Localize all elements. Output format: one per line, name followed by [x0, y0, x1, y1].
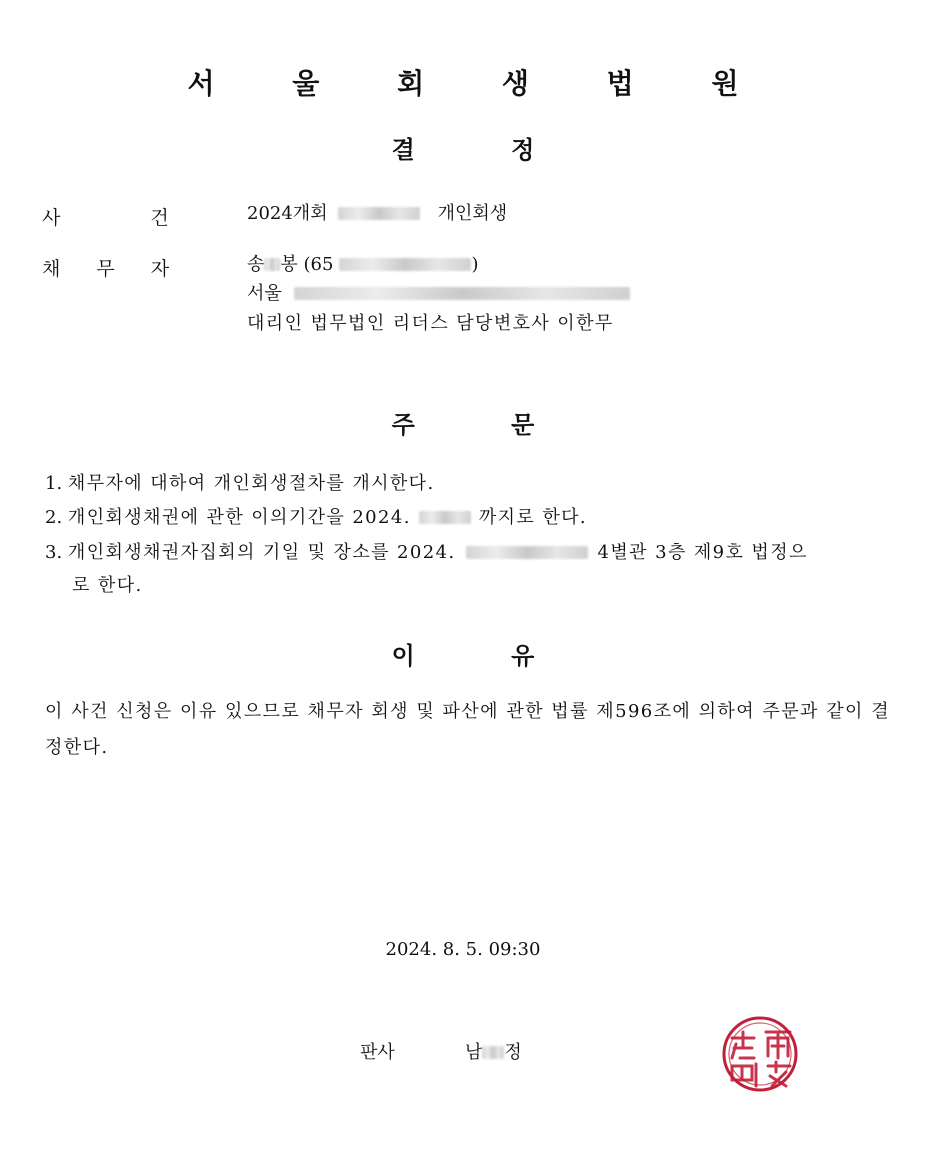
reason-text: 이 사건 신청은 이유 있으므로 채무자 회생 및 파산에 관한 법률 제596조에 의하여 주문과 같이 결정한다.: [45, 701, 890, 758]
judge-title: 판사: [360, 1042, 395, 1063]
debtor-agent: 대리인 법무법인 리더스 담당변호사 이한무: [247, 313, 614, 334]
redacted-date-place: [466, 546, 588, 559]
reason-heading: 이 유: [391, 642, 535, 670]
order-item-1: 1. 채무자에 대하여 개인회생절차를 개시한다.: [45, 473, 435, 494]
judge-name: 남 정: [465, 1042, 522, 1063]
redacted-date: [419, 511, 471, 524]
court-name: 서 울 회 생 법 원: [187, 67, 773, 100]
case-number: 2024개회: [247, 203, 328, 224]
order-item-3-continuation: 로 한다.: [72, 575, 143, 596]
redacted-id-number: [339, 258, 471, 271]
debtor-label: 채 무 자: [42, 258, 170, 280]
debtor-name-line: 송 봉 (65 ): [247, 254, 479, 275]
decision-date: 2024. 8. 5. 09:30: [385, 939, 541, 960]
redacted-case-number: [338, 207, 420, 220]
order-heading: 주 문: [391, 411, 535, 439]
case-name: 개인회생: [437, 203, 508, 224]
redacted-name: [264, 258, 280, 271]
order-item-3: 3. 개인회생채권자집회의 기일 및 장소를 2024. 4별관 3층 제9호 법정으: [45, 542, 808, 563]
case-value: [247, 200, 507, 227]
seal-glyphs: [732, 1032, 790, 1086]
redacted-address: [294, 287, 630, 300]
order-item-2: 2. 개인회생채권에 관한 이의기간을 2024. 까지로 한다.: [45, 507, 588, 528]
debtor-address: 서울: [247, 280, 630, 307]
case-label: 사 건: [42, 207, 169, 229]
court-seal: [716, 1014, 806, 1094]
redacted-judge-name: [482, 1046, 504, 1059]
document-type: 결 정: [391, 136, 535, 164]
